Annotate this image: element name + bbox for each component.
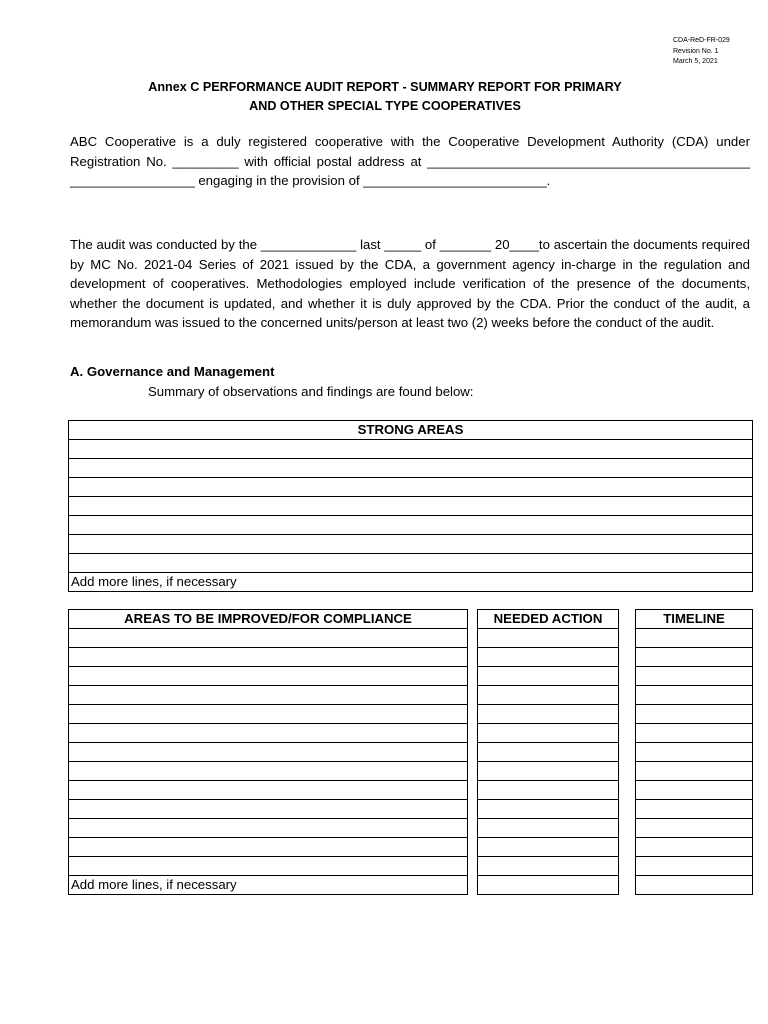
needed-action-row[interactable] [478, 686, 619, 705]
timeline-header: TIMELINE [636, 610, 753, 629]
strong-areas-row[interactable] [69, 554, 753, 573]
timeline-table [635, 609, 753, 895]
strong-areas-row[interactable] [69, 535, 753, 554]
timeline-row[interactable] [636, 667, 753, 686]
strong-areas-header: STRONG AREAS [69, 421, 753, 440]
strong-areas-row[interactable] [69, 440, 753, 459]
areas-to-improve-row[interactable] [69, 667, 468, 686]
strong-areas-row[interactable] [69, 459, 753, 478]
strong-areas-row[interactable] [69, 516, 753, 535]
needed-action-row[interactable] [478, 743, 619, 762]
needed-action-header: NEEDED ACTION [478, 610, 619, 629]
timeline-row[interactable] [636, 781, 753, 800]
document-reference [673, 36, 730, 68]
timeline-row[interactable] [636, 876, 753, 895]
areas-to-improve-row[interactable] [69, 629, 468, 648]
areas-to-improve-row[interactable] [69, 743, 468, 762]
needed-action-row[interactable] [478, 648, 619, 667]
timeline-row[interactable] [636, 762, 753, 781]
areas-to-improve-table [68, 609, 468, 895]
needed-action-row[interactable] [478, 667, 619, 686]
needed-action-row[interactable] [478, 857, 619, 876]
audit-paragraph: The audit was conducted by the _____________ last _____ of _______ 20____to ascertain the documents required by MC No. 2021-04 Series of 2021 issued by the CDA, a government agency in-charge in the regulation and development of cooperatives. Methodologies employed include verification of the presence of the documents, whether the document is updated, and whether it is duly approved by the CDA. Prior the conduct of the audit, a memorandum was issued to the concerned units/person at least two (2) weeks before the conduct of the audit. [70, 237, 750, 331]
needed-action-row[interactable] [478, 838, 619, 857]
needed-action-row[interactable] [478, 762, 619, 781]
needed-action-row[interactable] [478, 629, 619, 648]
areas-to-improve-row[interactable] [69, 838, 468, 857]
strong-areas-footer: Add more lines, if necessary [69, 573, 753, 592]
areas-to-improve-row[interactable] [69, 724, 468, 743]
intro-paragraph: ABC Cooperative is a duly registered cooperative with the Cooperative Development Authority (CDA) under Registration No. _________ with official postal address at ____________________________________________ _________________ engaging in the provision of _________________________. [70, 134, 750, 189]
areas-to-improve-footer: Add more lines, if necessary [69, 876, 468, 895]
timeline-row[interactable] [636, 819, 753, 838]
timeline-row[interactable] [636, 648, 753, 667]
strong-areas-table [68, 420, 753, 592]
report-title [70, 78, 700, 116]
needed-action-table [477, 609, 619, 895]
needed-action-row[interactable] [478, 781, 619, 800]
timeline-row[interactable] [636, 857, 753, 876]
timeline-row[interactable] [636, 743, 753, 762]
needed-action-row[interactable] [478, 800, 619, 819]
areas-to-improve-row[interactable] [69, 686, 468, 705]
areas-to-improve-row[interactable] [69, 762, 468, 781]
timeline-row[interactable] [636, 629, 753, 648]
timeline-row[interactable] [636, 686, 753, 705]
report-title-line-2: AND OTHER SPECIAL TYPE COOPERATIVES [249, 99, 521, 113]
revision-number: Revision No. 1 [673, 47, 719, 55]
timeline-row[interactable] [636, 705, 753, 724]
areas-to-improve-header: AREAS TO BE IMPROVED/FOR COMPLIANCE [69, 610, 468, 629]
section-a-subtext: Summary of observations and findings are found below: [148, 384, 474, 399]
strong-areas-row[interactable] [69, 497, 753, 516]
strong-areas-row[interactable] [69, 478, 753, 497]
timeline-row[interactable] [636, 838, 753, 857]
areas-to-improve-row[interactable] [69, 800, 468, 819]
needed-action-row[interactable] [478, 819, 619, 838]
needed-action-row[interactable] [478, 705, 619, 724]
revision-date: March 5, 2021 [673, 58, 718, 65]
areas-to-improve-row[interactable] [69, 781, 468, 800]
form-code: CDA-ReD-FR-029 [673, 37, 730, 44]
report-title-line-1: Annex C PERFORMANCE AUDIT REPORT - SUMMARY REPORT FOR PRIMARY [148, 80, 622, 94]
areas-to-improve-row[interactable] [69, 648, 468, 667]
areas-to-improve-row[interactable] [69, 819, 468, 838]
areas-to-improve-row[interactable] [69, 705, 468, 724]
timeline-row[interactable] [636, 800, 753, 819]
needed-action-row[interactable] [478, 724, 619, 743]
timeline-row[interactable] [636, 724, 753, 743]
section-a-heading: A. Governance and Management [70, 364, 275, 379]
needed-action-row[interactable] [478, 876, 619, 895]
areas-to-improve-row[interactable] [69, 857, 468, 876]
